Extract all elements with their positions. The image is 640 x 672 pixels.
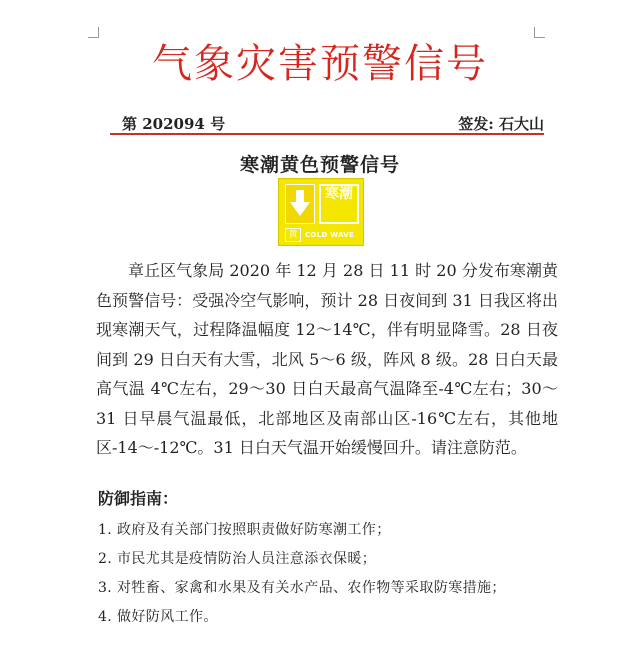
page-corner-mark-right (534, 27, 545, 38)
cold-wave-glyph: 寒潮 (319, 184, 359, 224)
guide-item: 3. 对牲畜、家禽和水果及有关水产品、农作物等采取防寒措施； (98, 580, 506, 596)
notice-title: 寒潮黄色预警信号 (239, 154, 400, 176)
guide-list (98, 516, 558, 632)
document-number: 第 202094 号 (122, 115, 226, 133)
arrow-down-icon (285, 184, 315, 224)
guide-item: 2. 市民尤其是疫情防治人员注意添衣保暖； (98, 551, 377, 567)
document-header-title: 气象灾害预警信号 (152, 41, 488, 87)
guide-item: 4. 做好防风工作。 (98, 609, 218, 625)
guide-heading: 防御指南： (98, 489, 179, 508)
page-corner-mark-left (88, 27, 99, 38)
yellow-level-glyph: 黄 (285, 228, 301, 242)
document-meta-row (110, 111, 544, 133)
header-divider (110, 133, 544, 135)
cold-wave-label: COLD WAVE (305, 231, 355, 239)
cold-wave-yellow-warning-icon (278, 178, 364, 246)
document-signer: 签发: 石大山 (458, 115, 544, 133)
notice-body: 章丘区气象局 2020 年 12 月 28 日 11 时 20 分发布寒潮黄色预警信号：受强冷空气影响，预计 28 日夜间到 31 日我区将出现寒潮天气，过程降温幅度 12～14℃，伴有明显降雪。28 日夜间到 29 日白天有大雪，北风 5～6 级，阵风 8 级。28 日白天最高气温 4℃左右，29～30 日白天最高气温降至-4℃左右；30～31 日早晨气温最低，北部地区及南部山区-16℃左右，其他地区-14～-12℃。31 日白天气温开始缓慢回升。请注意防范。 (96, 261, 558, 457)
guide-item: 1. 政府及有关部门按照职责做好防寒潮工作； (98, 522, 391, 538)
